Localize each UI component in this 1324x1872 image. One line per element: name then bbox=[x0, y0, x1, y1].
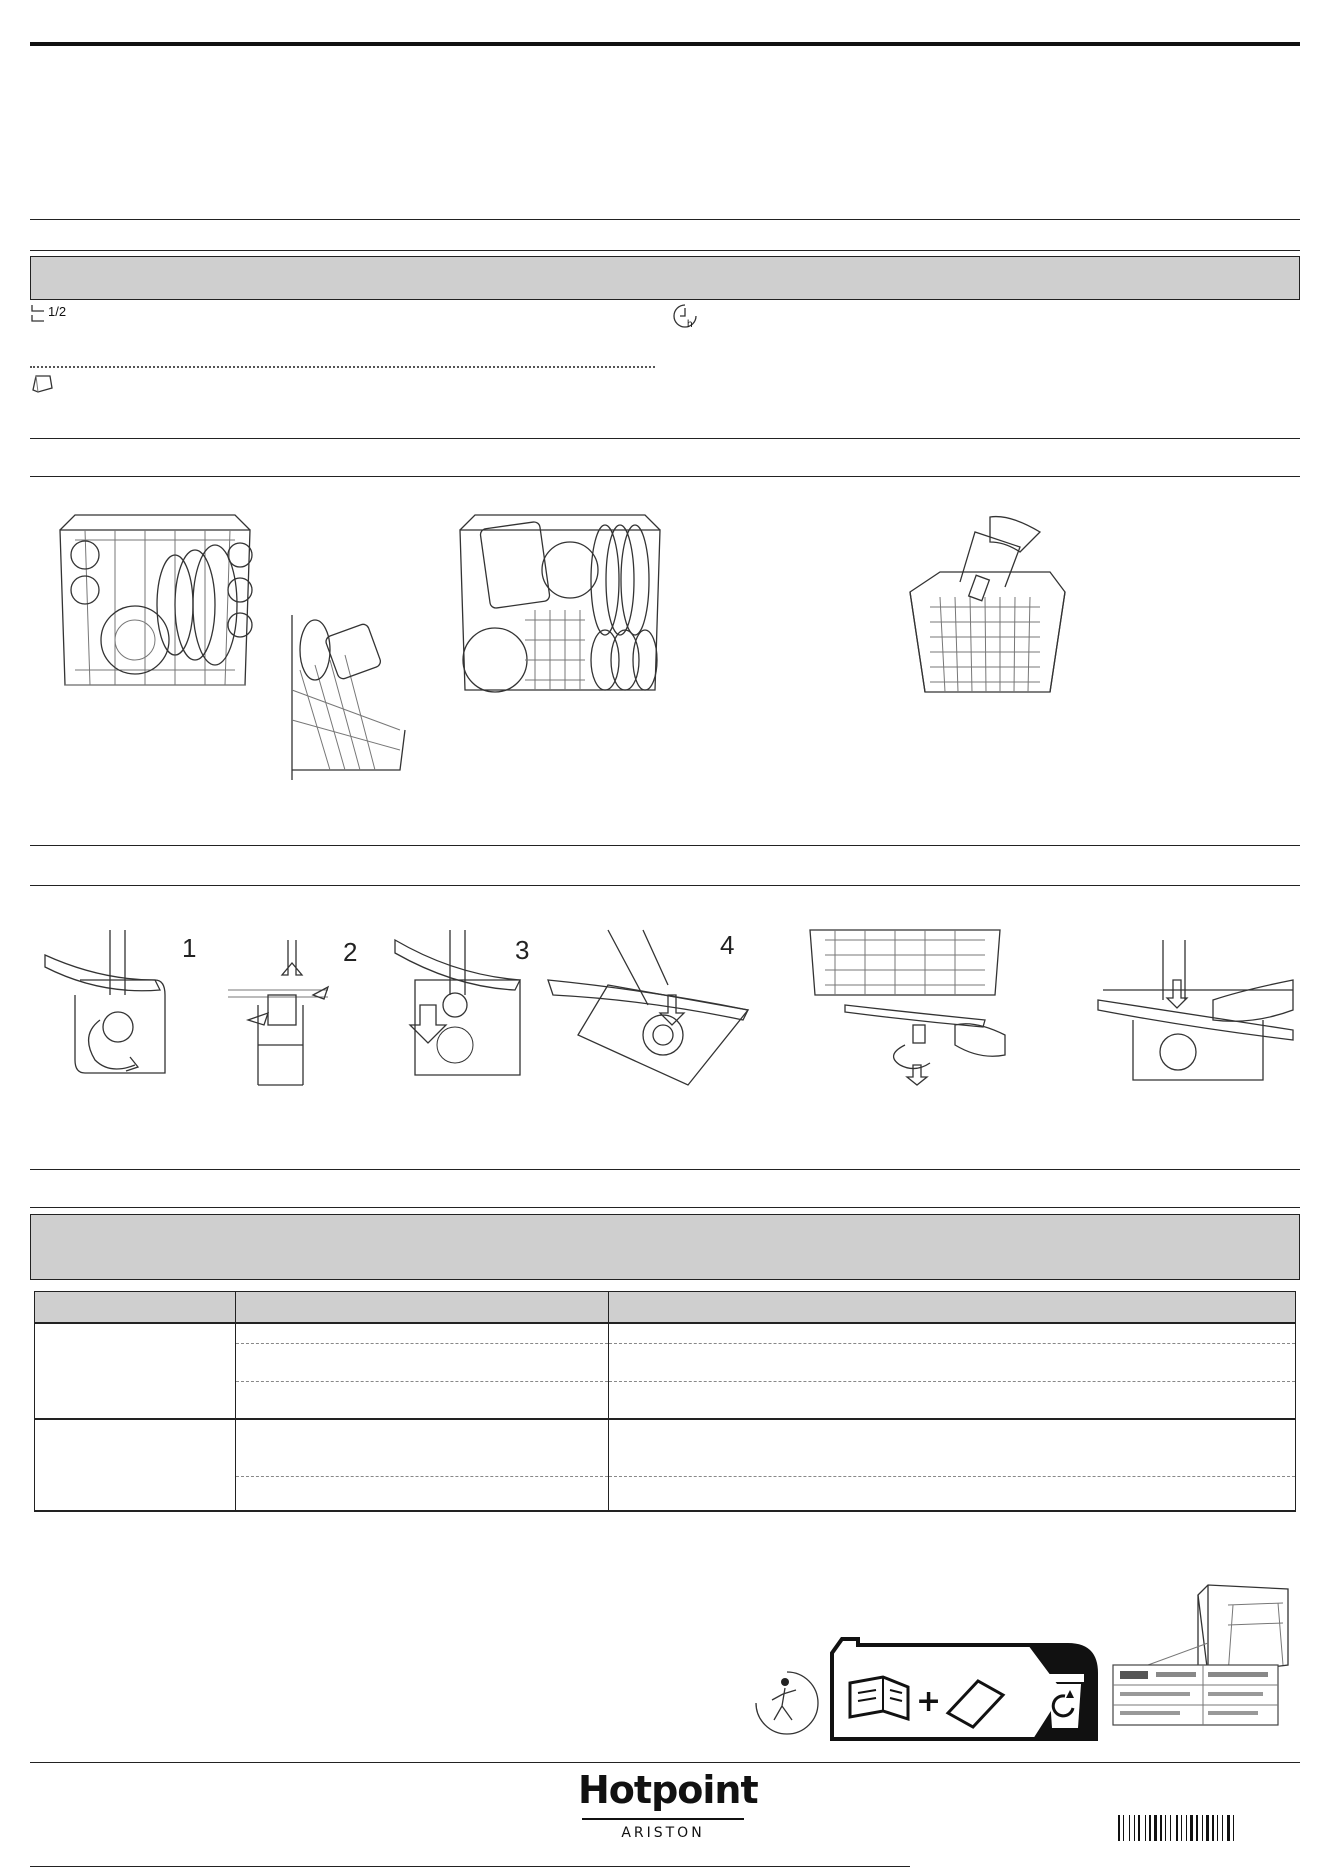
brand-logo-sub: ARISTON bbox=[621, 1825, 705, 1841]
barcode-bar bbox=[1160, 1815, 1162, 1841]
svg-text:+: + bbox=[916, 1684, 942, 1719]
tablet-icon bbox=[30, 373, 54, 395]
barcode-bar bbox=[1145, 1815, 1146, 1841]
table-cell bbox=[609, 1382, 1296, 1420]
barcode-bar bbox=[1181, 1815, 1182, 1841]
table-row bbox=[35, 1419, 1296, 1476]
lower-rack-illustration bbox=[55, 510, 255, 710]
barcode-bar bbox=[1165, 1815, 1166, 1841]
fold-down-rack-illustration bbox=[290, 610, 410, 785]
table-row bbox=[35, 1323, 1296, 1344]
dotted-separator bbox=[30, 366, 655, 368]
logo-divider bbox=[582, 1818, 744, 1820]
spray-arm-step-2 bbox=[228, 935, 328, 1090]
table-header-cell bbox=[35, 1292, 236, 1324]
table-header-row bbox=[35, 1292, 1296, 1324]
upper-rack-illustration bbox=[455, 510, 665, 710]
barcode-bar bbox=[1190, 1815, 1193, 1841]
cutlery-basket-illustration bbox=[900, 512, 1070, 702]
barcode-bar bbox=[1202, 1815, 1203, 1841]
table-cell bbox=[236, 1382, 609, 1420]
table-header-cell bbox=[236, 1292, 609, 1324]
footer-rule bbox=[30, 1762, 1300, 1763]
step-number-4: 4 bbox=[720, 930, 735, 960]
bottom-rule bbox=[30, 1866, 910, 1867]
table-header-cell bbox=[609, 1292, 1296, 1324]
barcode-bar bbox=[1233, 1815, 1234, 1841]
section-header-band bbox=[30, 256, 1300, 300]
barcode bbox=[1118, 1815, 1283, 1845]
barcode-bar bbox=[1217, 1815, 1218, 1841]
section-rule bbox=[30, 1169, 1300, 1170]
top-rule bbox=[30, 42, 1300, 46]
barcode-bar bbox=[1222, 1815, 1223, 1841]
barcode-bar bbox=[1149, 1815, 1151, 1841]
section-rule bbox=[30, 1207, 1300, 1208]
section-rule bbox=[30, 250, 1300, 251]
table-cell bbox=[609, 1419, 1296, 1476]
barcode-bar bbox=[1118, 1815, 1120, 1841]
barcode-bar bbox=[1154, 1815, 1157, 1841]
svg-text:h: h bbox=[687, 319, 693, 330]
clock-h-icon bbox=[672, 303, 698, 329]
table-cell bbox=[236, 1344, 609, 1382]
table-cell bbox=[609, 1344, 1296, 1382]
section-rule bbox=[30, 438, 1300, 439]
triman-icon bbox=[752, 1668, 822, 1738]
barcode-bar bbox=[1123, 1815, 1124, 1841]
troubleshooting-header-band bbox=[30, 1214, 1300, 1280]
step-number-2: 2 bbox=[343, 937, 358, 967]
barcode-bar bbox=[1170, 1815, 1171, 1841]
barcode-bar bbox=[1186, 1815, 1187, 1841]
table-cell bbox=[236, 1476, 609, 1511]
section-rule bbox=[30, 219, 1300, 220]
barcode-bar bbox=[1212, 1815, 1214, 1841]
table-cell bbox=[236, 1419, 609, 1476]
half-load-icon bbox=[30, 303, 48, 323]
table-cell bbox=[35, 1323, 236, 1419]
barcode-bar bbox=[1138, 1815, 1140, 1841]
spray-arm-step-3 bbox=[395, 925, 525, 1085]
table-cell bbox=[35, 1419, 236, 1511]
step-number-3: 3 bbox=[515, 935, 530, 965]
upper-spray-arm-illustration bbox=[805, 925, 1005, 1085]
step-number-1: 1 bbox=[182, 933, 197, 963]
barcode-bar bbox=[1196, 1815, 1198, 1841]
table-cell bbox=[609, 1476, 1296, 1511]
half-load-label: 1/2 bbox=[48, 304, 67, 319]
recycle-bin-icon bbox=[1040, 1668, 1090, 1734]
brand-logo: Hotpoint bbox=[578, 1768, 758, 1812]
section-rule bbox=[30, 476, 1300, 477]
spray-arm-step-1 bbox=[40, 925, 165, 1085]
section-rule bbox=[30, 845, 1300, 846]
dishwasher-rating-plate-illustration bbox=[1108, 1565, 1298, 1735]
barcode-bar bbox=[1176, 1815, 1178, 1841]
barcode-bar bbox=[1206, 1815, 1209, 1841]
section-rule bbox=[30, 885, 1300, 886]
troubleshooting-table bbox=[34, 1291, 1296, 1512]
table-cell bbox=[609, 1323, 1296, 1344]
barcode-bar bbox=[1134, 1815, 1135, 1841]
barcode-bar bbox=[1129, 1815, 1130, 1841]
barcode-bar bbox=[1227, 1815, 1230, 1841]
table-cell bbox=[236, 1323, 609, 1344]
lower-spray-arm-illustration bbox=[1093, 940, 1298, 1085]
